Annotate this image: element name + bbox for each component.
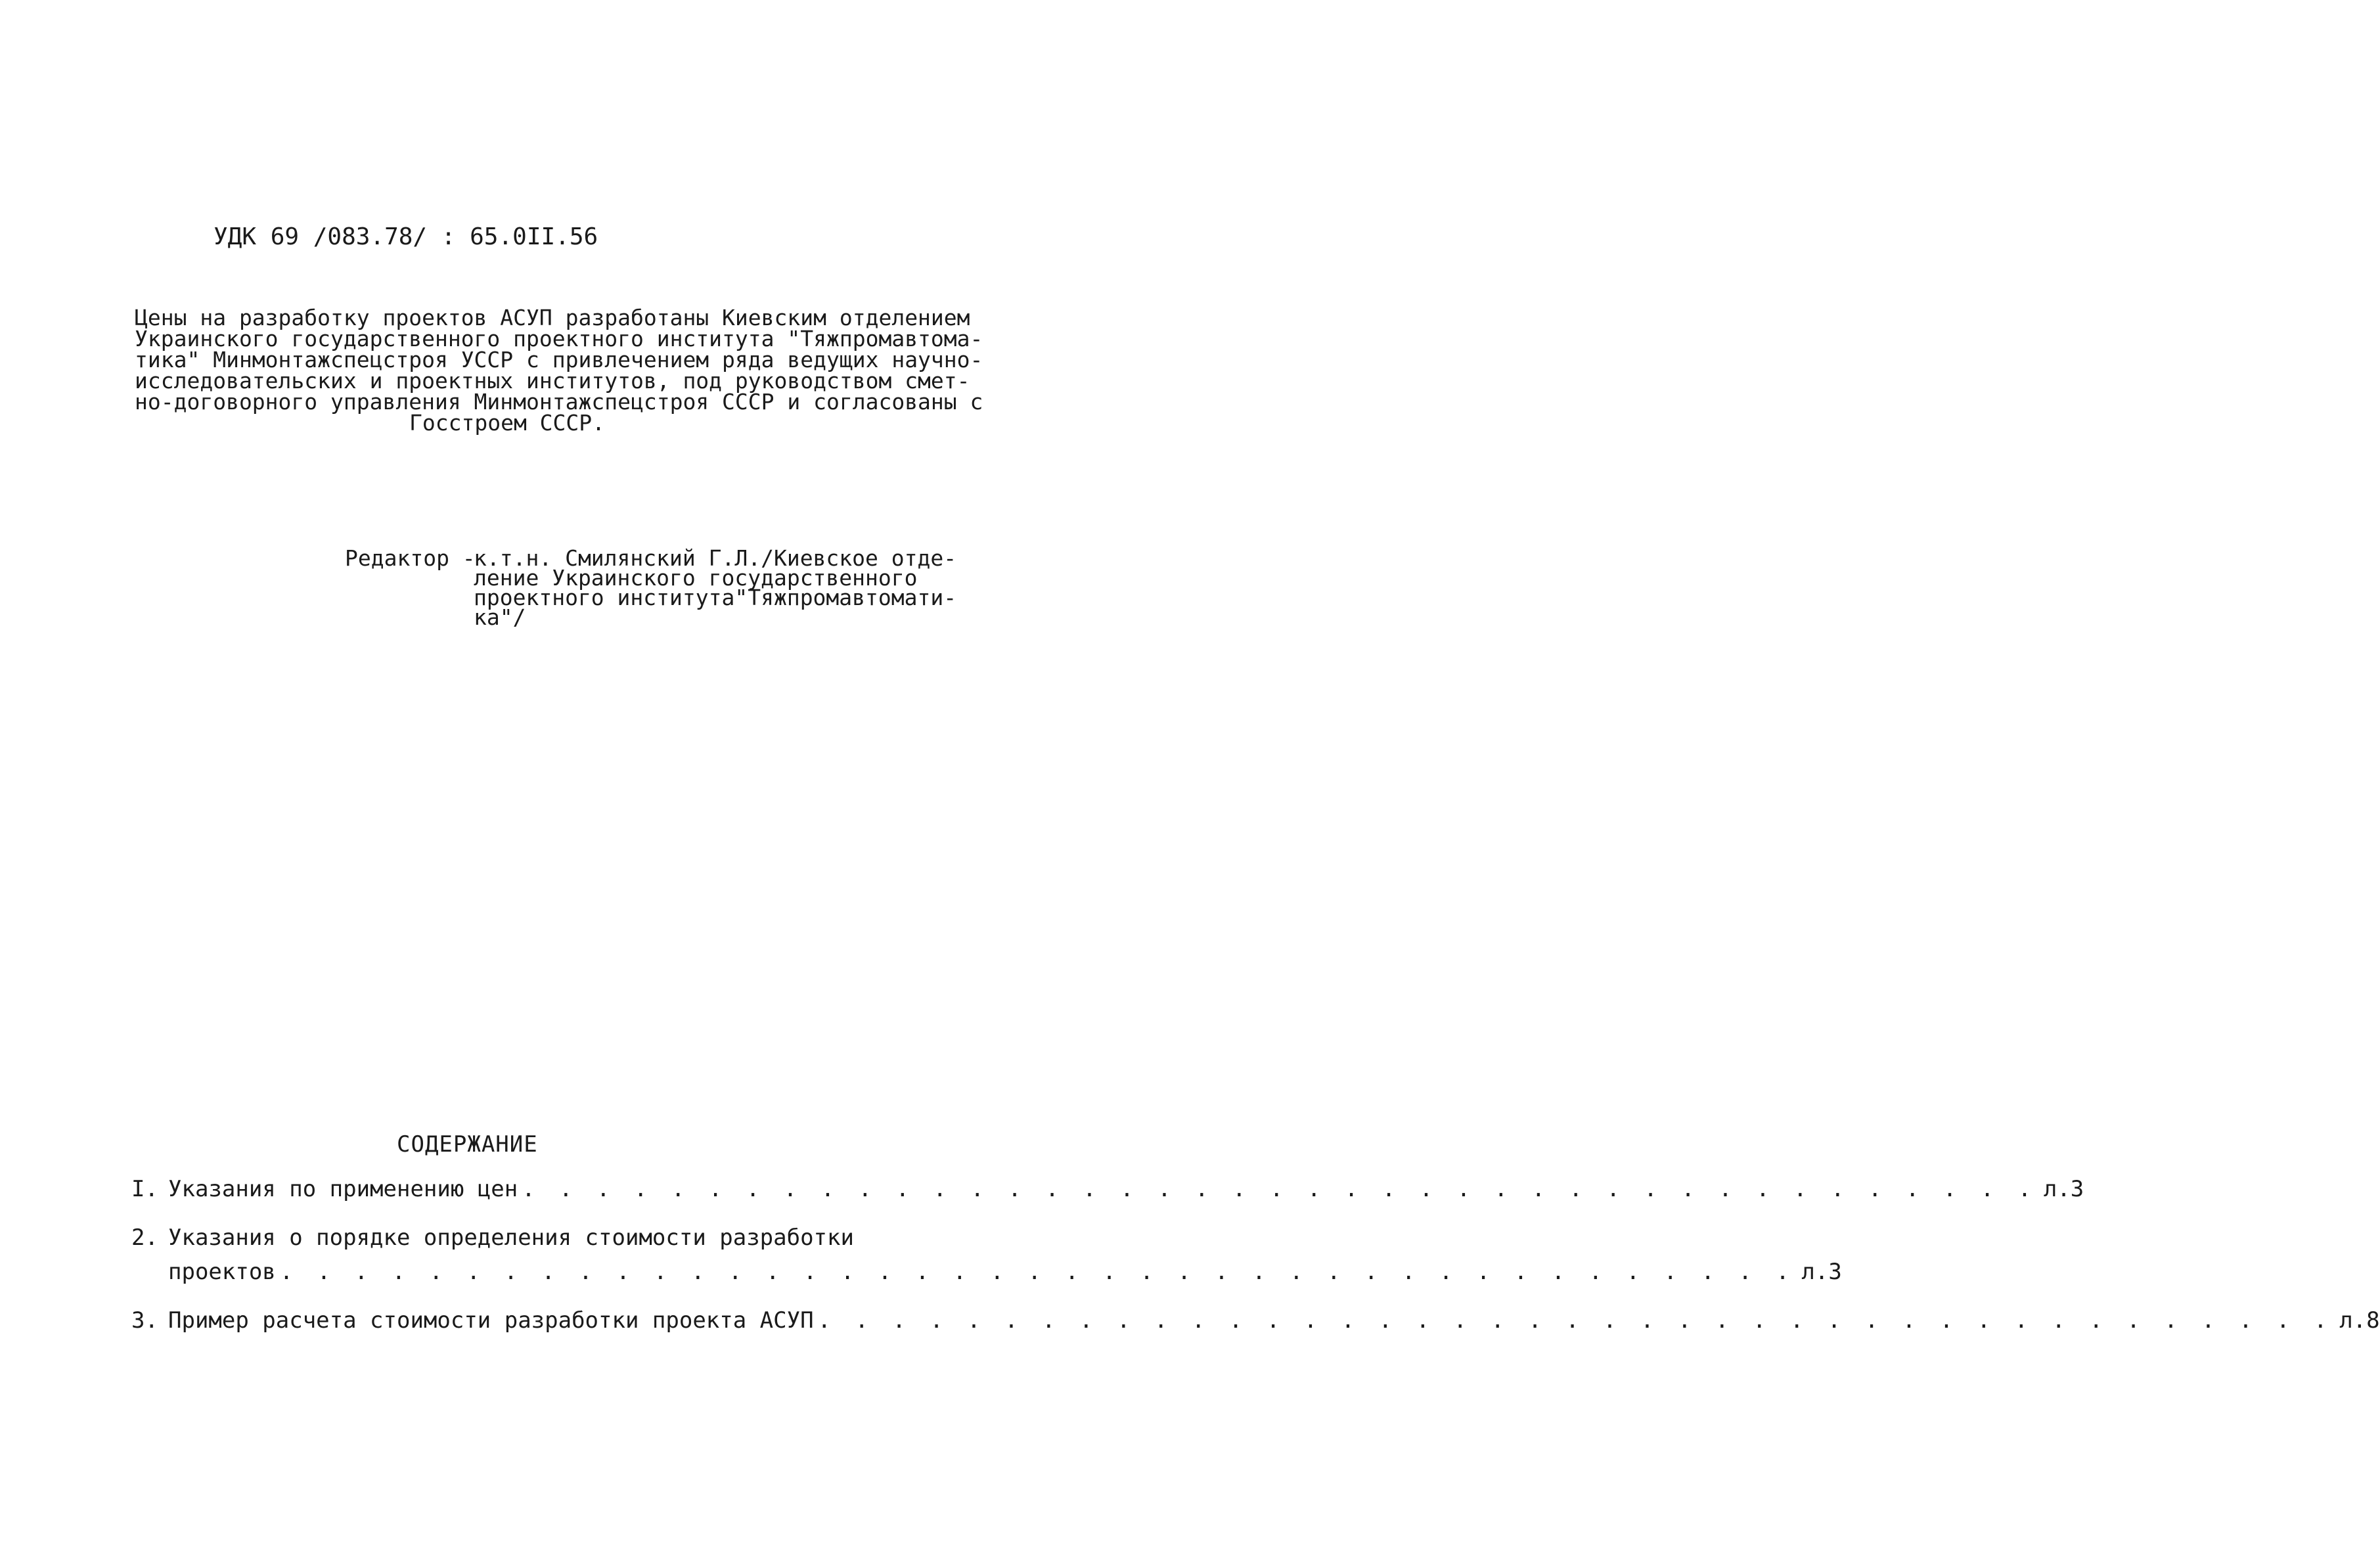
toc-item-title: Указания по применению цен: [168, 1176, 518, 1202]
editor-line: ка"/: [474, 604, 526, 630]
toc-item-page: л.8: [2339, 1307, 2380, 1334]
toc-item: [131, 1176, 2084, 1210]
toc-title: СОДЕРЖАНИЕ: [397, 1131, 538, 1158]
intro-line: но-договорного управления Минмонтажспецстроя СССР и согласованы с: [135, 389, 983, 415]
intro-line: тика" Минмонтажспецстроя УССР с привлечением ряда ведущих научно-: [135, 347, 983, 372]
toc-item-number: 3.: [131, 1307, 158, 1334]
table-of-contents: [131, 1176, 2380, 1356]
toc-item-number: 2.: [131, 1225, 158, 1251]
editor-line: проектного института"Тяжпромавтомати-: [474, 585, 957, 610]
toc-leader-dots: . . . . . . . . . . . . . . . . . . . . . . . . . . . . . . . . . . . . . . . . .: [279, 1259, 1795, 1285]
editor-line: к.т.н. Смилянский Г.Л./Киевское отде-: [474, 545, 957, 571]
toc-leader-dots: . . . . . . . . . . . . . . . . . . . . . . . . . . . . . . . . . . . . . . . . .: [522, 1176, 2037, 1202]
toc-item: [131, 1225, 1842, 1293]
editor-text: [474, 545, 999, 630]
toc-item-title-continued: проектов: [168, 1259, 276, 1285]
udk-code: УДК 69 /083.78/ : 65.0II.56: [213, 223, 598, 250]
toc-item-page: л.3: [1801, 1259, 1842, 1285]
intro-line: Украинского государственного проектного института "Тяжпромавтома-: [135, 326, 983, 351]
intro-line: Госстроем СССР.: [409, 410, 606, 436]
toc-item-number: I.: [131, 1176, 158, 1202]
intro-line: Цены на разработку проектов АСУП разработаны Киевским отделением: [135, 305, 970, 330]
editor-label: Редактор -: [345, 545, 476, 571]
toc-item: [131, 1307, 2380, 1341]
toc-leader-dots: . . . . . . . . . . . . . . . . . . . . . . . . . . . . . . . . . . . . . . . . .: [817, 1307, 2333, 1334]
toc-item-title: Указания о порядке определения стоимости разработки: [168, 1225, 854, 1251]
toc-item-page: л.3: [2043, 1176, 2084, 1202]
toc-item-title: Пример расчета стоимости разработки проекта АСУП: [168, 1307, 814, 1334]
editor-line: ление Украинского государственного: [474, 565, 918, 591]
intro-line: исследовательских и проектных институтов, под руководством смет-: [135, 368, 970, 394]
intro-paragraph: [135, 307, 1002, 434]
